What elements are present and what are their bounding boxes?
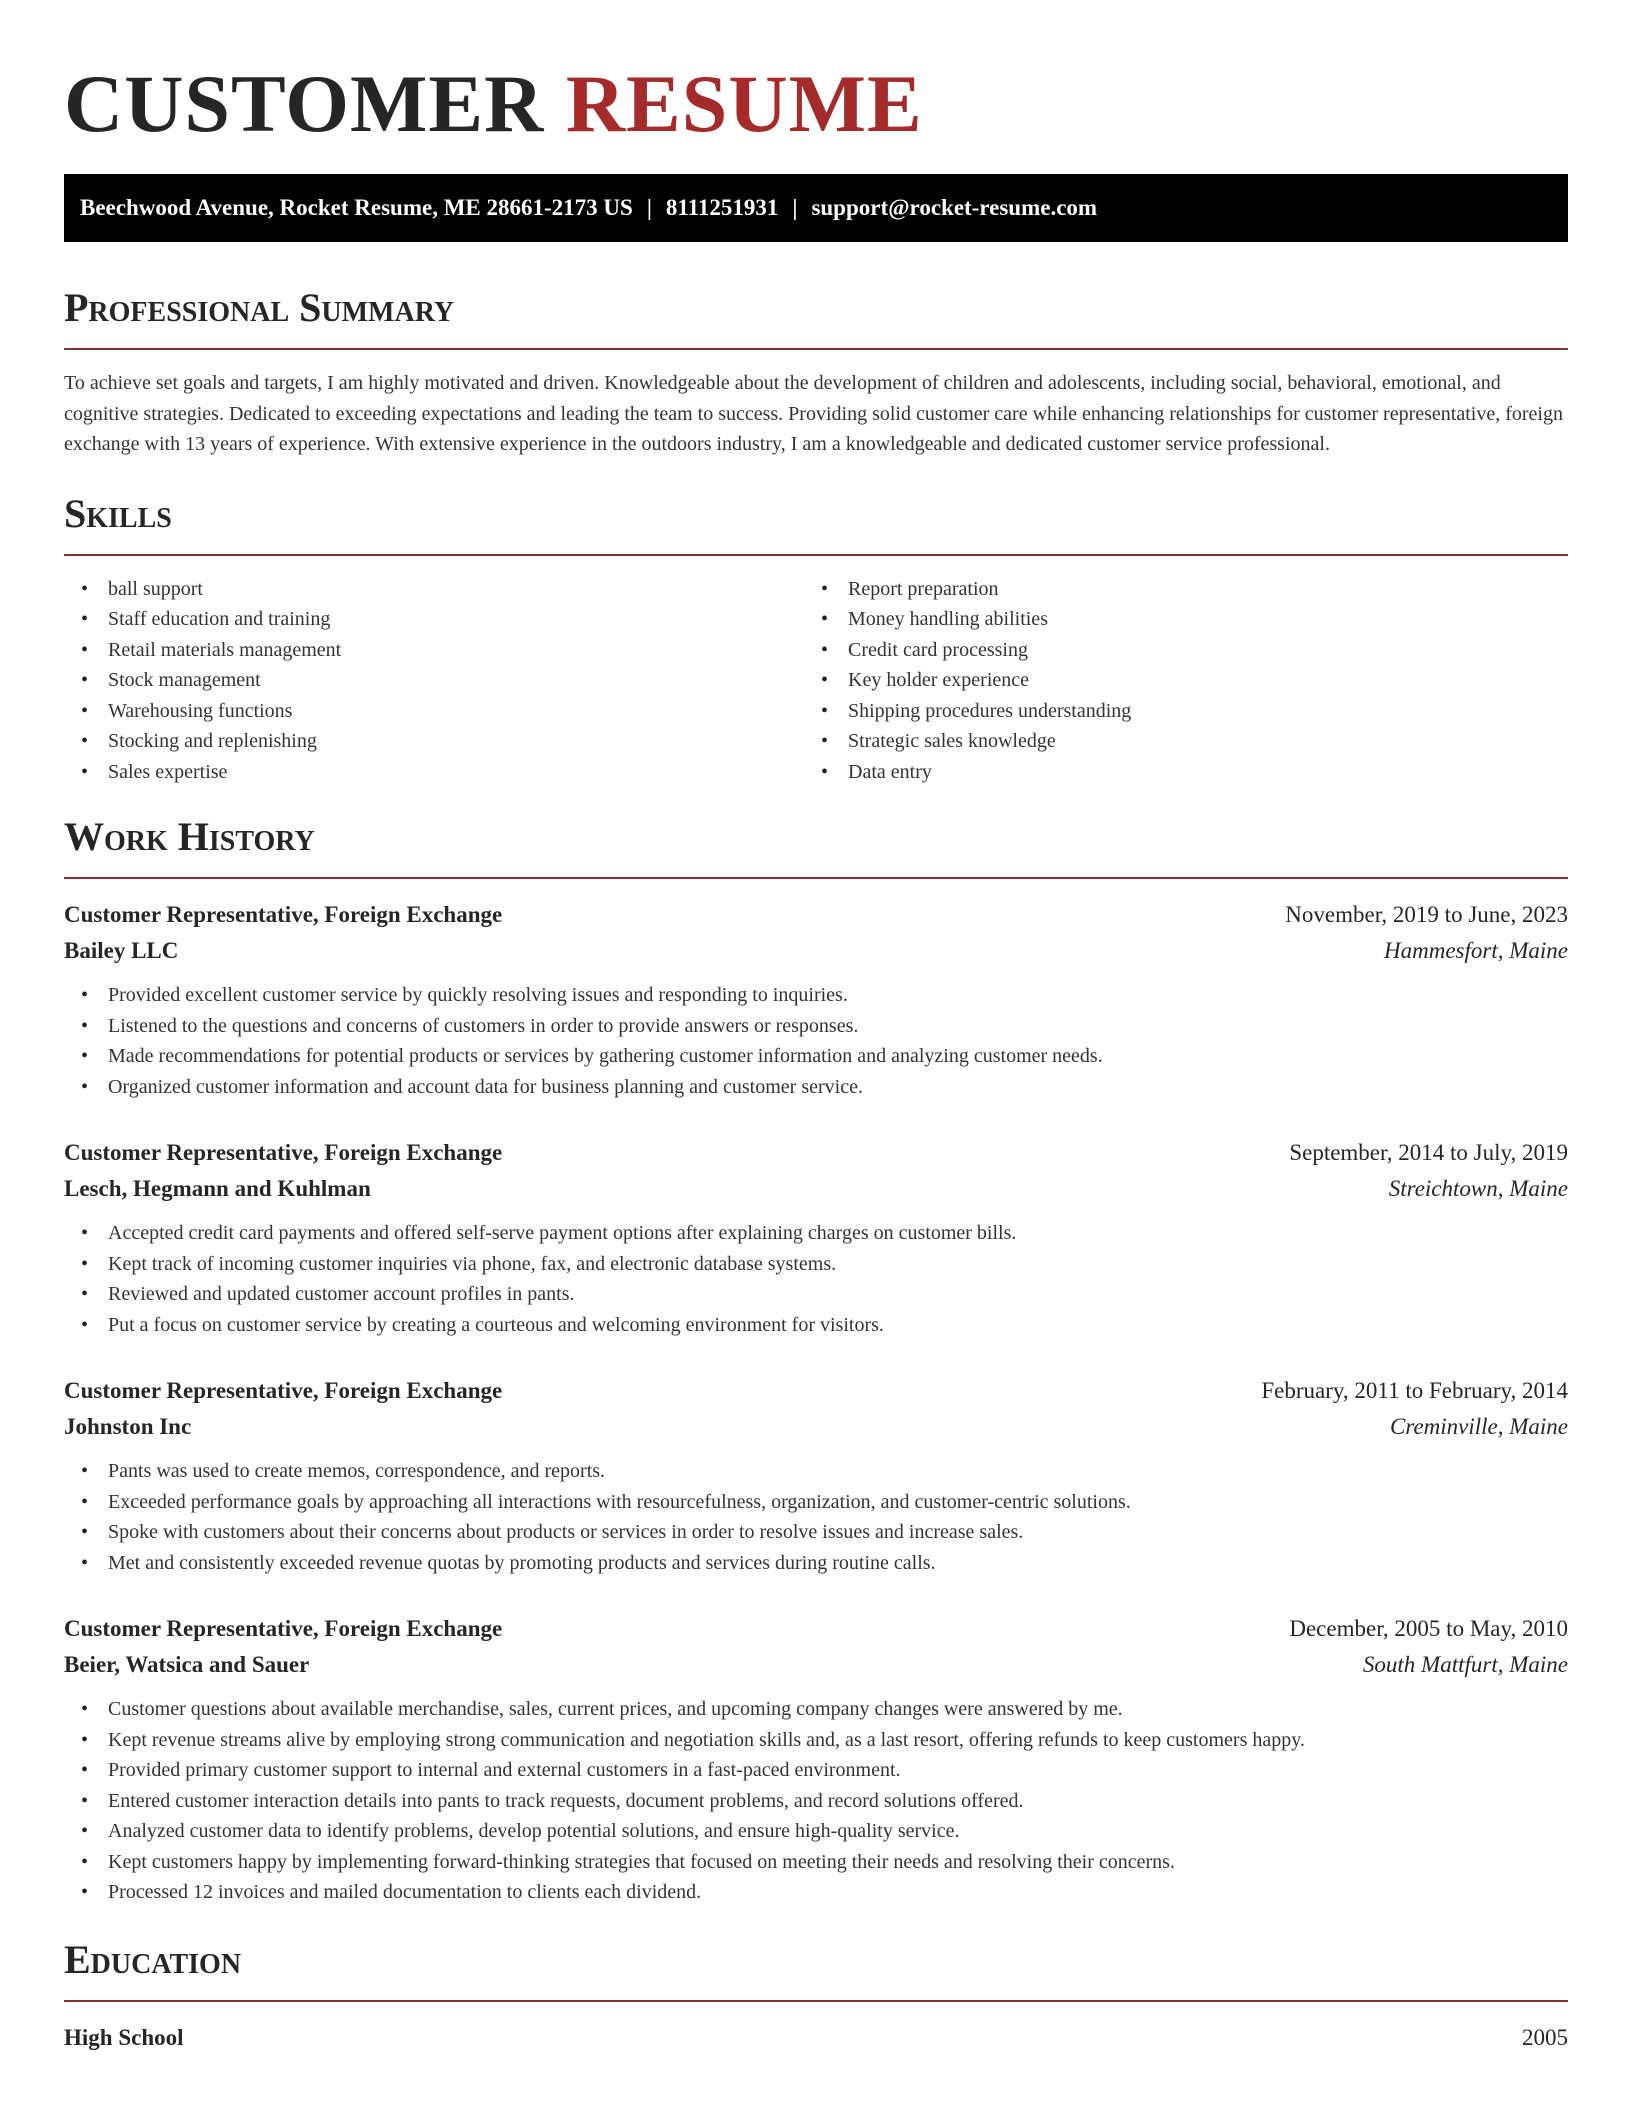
- job-location: South Mattfurt, Maine: [1362, 1652, 1568, 1677]
- job-dates: November, 2019 to June, 2023: [1285, 902, 1568, 927]
- skill-item: • Strategic sales knowledge: [804, 726, 1544, 757]
- last-name: RESUME: [565, 58, 923, 149]
- skills-section: [64, 492, 1568, 788]
- contact-phone: 8111251931: [665, 195, 779, 220]
- skills-list-left: [64, 574, 804, 788]
- job-bullets: [64, 980, 1568, 1102]
- job-bullet: • Customer questions about available merchandise, sales, current prices, and upcoming company changes were answered by me.: [64, 1694, 1568, 1725]
- skill-item: • Report preparation: [804, 574, 1544, 605]
- job-title: Customer Representative, Foreign Exchange: [64, 902, 503, 927]
- skill-item: • Stocking and replenishing: [64, 726, 804, 757]
- skill-item: • Staff education and training: [64, 604, 804, 635]
- contact-address: Beechwood Avenue, Rocket Resume, ME 28661-2173 US: [80, 195, 633, 220]
- job-dates: December, 2005 to May, 2010: [1289, 1616, 1568, 1641]
- job-bullet: • Listened to the questions and concerns of customers in order to provide answers or responses.: [64, 1011, 1568, 1042]
- section-divider: [64, 2000, 1568, 2002]
- job-company-row: [64, 1409, 1568, 1445]
- job-bullet: • Put a focus on customer service by creating a courteous and welcoming environment for visitors.: [64, 1310, 1568, 1341]
- skill-item: • Warehousing functions: [64, 696, 804, 727]
- job-company-row: [64, 1171, 1568, 1207]
- job-company-row: [64, 1647, 1568, 1683]
- resume-name: [64, 58, 1568, 150]
- summary-section: [64, 286, 1568, 460]
- job-entry: [64, 1611, 1568, 1908]
- skill-item: • Credit card processing: [804, 635, 1544, 666]
- work-history-heading: Work History: [64, 814, 315, 859]
- job-title: Customer Representative, Foreign Exchange: [64, 1378, 503, 1403]
- contact-email[interactable]: support@rocket-resume.com: [811, 195, 1098, 220]
- skill-item: • Key holder experience: [804, 665, 1544, 696]
- education-entry: [64, 2020, 1568, 2056]
- job-entry: [64, 1373, 1568, 1578]
- contact-separator: |: [646, 195, 652, 220]
- contact-bar: [64, 174, 1568, 242]
- education-section: [64, 1938, 1568, 2056]
- job-location: Streichtown, Maine: [1388, 1176, 1568, 1201]
- skill-item: • Retail materials management: [64, 635, 804, 666]
- job-title: Customer Representative, Foreign Exchange: [64, 1616, 503, 1641]
- skills-heading: Skills: [64, 490, 172, 536]
- job-entry: [64, 1135, 1568, 1340]
- job-list: [64, 897, 1568, 1908]
- job-bullet: • Kept customers happy by implementing forward-thinking strategies that focused on meeting their needs and resolving their concerns.: [64, 1847, 1568, 1878]
- job-bullets: [64, 1694, 1568, 1908]
- job-company: Lesch, Hegmann and Kuhlman: [64, 1176, 371, 1201]
- skill-item: • Sales expertise: [64, 757, 804, 788]
- skill-item: • ball support: [64, 574, 804, 605]
- job-bullet: • Organized customer information and account data for business planning and customer service.: [64, 1072, 1568, 1103]
- job-bullet: • Entered customer interaction details into pants to track requests, document problems, and record solutions offered.: [64, 1786, 1568, 1817]
- section-divider: [64, 348, 1568, 350]
- job-bullet: • Kept revenue streams alive by employing strong communication and negotiation skills and, as a last resort, offering refunds to keep customers happy.: [64, 1725, 1568, 1756]
- job-entry: [64, 897, 1568, 1102]
- job-dates: February, 2011 to February, 2014: [1261, 1378, 1568, 1403]
- job-bullet: • Met and consistently exceeded revenue quotas by promoting products and services during routine calls.: [64, 1548, 1568, 1579]
- work-history-section: [64, 815, 1568, 1908]
- job-bullet: • Analyzed customer data to identify problems, develop potential solutions, and ensure high-quality service.: [64, 1816, 1568, 1847]
- job-company-row: [64, 933, 1568, 969]
- job-bullet: • Spoke with customers about their concerns about products or services in order to resolve issues and increase sales.: [64, 1517, 1568, 1548]
- skill-item: • Shipping procedures understanding: [804, 696, 1544, 727]
- education-degree: High School: [64, 2024, 184, 2050]
- job-company: Beier, Watsica and Sauer: [64, 1652, 310, 1677]
- section-divider: [64, 554, 1568, 556]
- job-location: Creminville, Maine: [1390, 1414, 1568, 1439]
- summary-heading: Professional Summary: [64, 285, 455, 330]
- job-bullet: • Pants was used to create memos, correspondence, and reports.: [64, 1456, 1568, 1487]
- skill-item: • Money handling abilities: [804, 604, 1544, 635]
- job-bullet: • Reviewed and updated customer account profiles in pants.: [64, 1279, 1568, 1310]
- job-header-row: [64, 1611, 1568, 1647]
- education-heading: Education: [64, 1936, 242, 1982]
- job-header-row: [64, 1135, 1568, 1171]
- section-divider: [64, 877, 1568, 879]
- job-bullet: • Kept track of incoming customer inquiries via phone, fax, and electronic database systems.: [64, 1249, 1568, 1280]
- job-bullet: • Exceeded performance goals by approaching all interactions with resourcefulness, organization, and customer-centric solutions.: [64, 1487, 1568, 1518]
- skills-list-right: [804, 574, 1544, 788]
- job-company: Johnston Inc: [64, 1414, 192, 1439]
- skills-columns: [64, 574, 1568, 788]
- skill-item: • Data entry: [804, 757, 1544, 788]
- job-bullet: • Made recommendations for potential products or services by gathering customer information and analyzing customer needs.: [64, 1041, 1568, 1072]
- job-bullet: • Processed 12 invoices and mailed documentation to clients each dividend.: [64, 1877, 1568, 1908]
- skill-item: • Stock management: [64, 665, 804, 696]
- summary-text: To achieve set goals and targets, I am highly motivated and driven. Knowledgeable about the development of children and adolescents, including social, behavioral, emotional, and cognitive strategies. Dedicated to exceeding expectations and leading the team to success. Providing solid customer care while enhancing relationships for customer representative, foreign exchange with 13 years of experience. With extensive experience in the outdoors industry, I am a knowledgeable and dedicated customer service professional.: [64, 372, 1563, 455]
- education-year: 2005: [1522, 2024, 1568, 2050]
- job-company: Bailey LLC: [64, 938, 179, 963]
- job-bullet: • Provided excellent customer service by quickly resolving issues and responding to inquiries.: [64, 980, 1568, 1011]
- contact-separator: |: [792, 195, 798, 220]
- job-bullet: • Accepted credit card payments and offered self-serve payment options after explaining charges on customer bills.: [64, 1218, 1568, 1249]
- job-header-row: [64, 1373, 1568, 1409]
- job-title: Customer Representative, Foreign Exchange: [64, 1140, 503, 1165]
- resume-page: [64, 0, 1568, 2056]
- job-dates: September, 2014 to July, 2019: [1289, 1140, 1568, 1165]
- first-name: CUSTOMER: [64, 58, 545, 149]
- job-header-row: [64, 897, 1568, 933]
- job-bullets: [64, 1456, 1568, 1578]
- job-location: Hammesfort, Maine: [1384, 938, 1568, 963]
- job-bullets: [64, 1218, 1568, 1340]
- job-bullet: • Provided primary customer support to internal and external customers in a fast-paced environment.: [64, 1755, 1568, 1786]
